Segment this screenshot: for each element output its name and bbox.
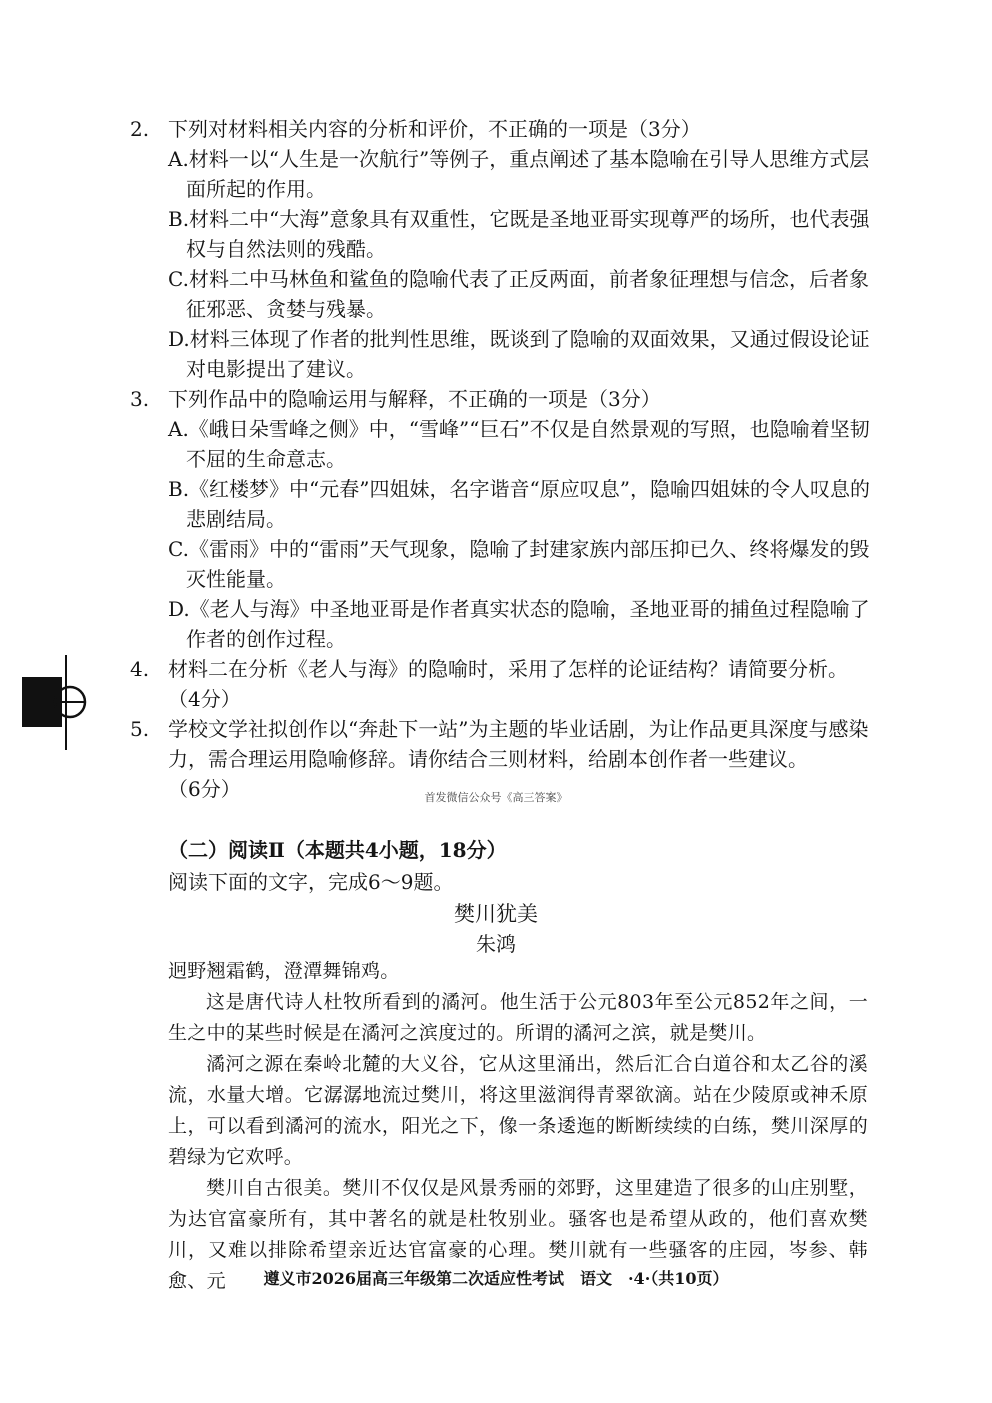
question-2-options xyxy=(168,144,870,384)
section-instruction: 阅读下面的文字，完成6～9题。 xyxy=(168,870,454,894)
binding-mark-icon xyxy=(20,655,88,750)
article-author: 朱鸿 xyxy=(476,932,516,956)
article-paragraph: 潏河之源在秦岭北麓的大义谷，它从这里涌出，然后汇合白道谷和太乙谷的溪流，水量大增。它潺潺地流过樊川，将这里滋润得青翠欲滴。站在少陵原或神禾原上，可以看到潏河的流水，阳光之下，像一条逶迤的断断续续的白练，樊川深厚的碧绿为它欢呼。 xyxy=(168,1053,868,1168)
question-2 xyxy=(130,114,870,144)
question-number: 3. xyxy=(130,387,150,411)
question-number: 4. xyxy=(130,657,150,681)
question-3 xyxy=(130,384,870,414)
article-title: 樊川犹美 xyxy=(454,902,538,926)
page-footer: 遵义市2026届高三年级第二次适应性考试 语文 ·4·（共10页） xyxy=(263,1269,729,1288)
option-a: A.《峨日朵雪峰之侧》中，“雪峰”“巨石”不仅是自然景观的写照，也隐喻着坚韧不屈的生命意志。 xyxy=(168,417,870,471)
article-paragraph: 樊川自古很美。樊川不仅仅是风景秀丽的郊野，这里建造了很多的山庄别墅，为达官富豪所有，其中著名的就是杜牧别业。骚客也是希望从政的，他们喜欢樊川，又难以排除希望亲近达官富豪的心理。樊川就有一些骚客的庄园，岑参、韩愈、元 xyxy=(168,1177,868,1292)
option-c: C.《雷雨》中的“雷雨”天气现象，隐喻了封建家族内部压抑已久、终将爆发的毁灭性能量。 xyxy=(168,537,870,591)
question-score: （4分） xyxy=(168,687,241,711)
option-c: C.材料二中马林鱼和鲨鱼的隐喻代表了正反两面，前者象征理想与信念，后者象征邪恶、贪婪与残暴。 xyxy=(168,267,869,321)
question-number: 2. xyxy=(130,117,150,141)
option-a: A.材料一以“人生是一次航行”等例子，重点阐述了基本隐喻在引导人思维方式层面所起的作用。 xyxy=(168,147,870,201)
question-stem: 下列对材料相关内容的分析和评价，不正确的一项是（3分） xyxy=(168,117,701,141)
question-stem-text: 学校文学社拟创作以“奔赴下一站”为主题的毕业话剧，为让作品更具深度与感染力，需合理运用隐喻修辞。请你结合三则材料，给剧本创作者一些建议。 xyxy=(168,717,869,771)
option-d: D.《老人与海》中圣地亚哥是作者真实状态的隐喻，圣地亚哥的捕鱼过程隐喻了作者的创作过程。 xyxy=(168,597,870,651)
question-stem: 下列作品中的隐喻运用与解释，不正确的一项是（3分） xyxy=(168,387,661,411)
question-score: （6分） xyxy=(168,777,241,801)
option-b: B.《红楼梦》中“元春”四姐妹，名字谐音“原应叹息”，隐喻四姐妹的令人叹息的悲剧结局。 xyxy=(168,477,870,531)
question-3-options xyxy=(168,414,870,654)
poem-line: 迥野翘霜鹤，澄潭舞锦鸡。 xyxy=(168,960,400,982)
watermark-notice: 首发微信公众号《高三答案》 xyxy=(424,791,568,804)
question-4 xyxy=(130,654,870,714)
option-b: B.材料二中“大海”意象具有双重性，它既是圣地亚哥实现尊严的场所，也代表强权与自然法则的残酷。 xyxy=(168,207,870,261)
section-heading: （二）阅读Ⅱ（本题共4小题，18分） xyxy=(168,838,507,862)
option-d: D.材料三体现了作者的批判性思维，既谈到了隐喻的双面效果，又通过假设论证对电影提出了建议。 xyxy=(168,327,870,381)
question-stem xyxy=(168,654,870,714)
question-stem-text: 材料二在分析《老人与海》的隐喻时，采用了怎样的论证结构？请简要分析。 xyxy=(168,657,848,681)
question-number: 5. xyxy=(130,717,150,741)
article-paragraph: 这是唐代诗人杜牧所看到的潏河。他生活于公元803年至公元852年之间，一生之中的某些时候是在潏河之滨度过的。所谓的潏河之滨，就是樊川。 xyxy=(168,991,868,1044)
